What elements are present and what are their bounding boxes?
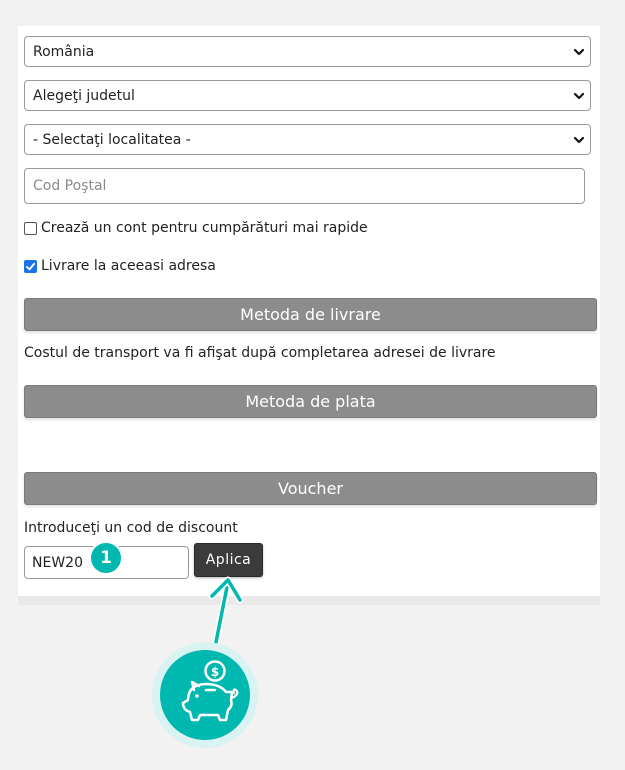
chevron-down-icon <box>573 90 585 102</box>
piggy-bank-coin-icon <box>150 640 260 750</box>
apply-voucher-button[interactable]: Aplica <box>194 543 263 577</box>
checkmark-icon <box>25 261 36 272</box>
same-address-label: Livrare la aceeasi adresa <box>41 258 216 274</box>
chevron-down-icon <box>573 46 585 58</box>
discount-code-value: NEW20 <box>32 554 83 571</box>
county-select[interactable] <box>24 80 591 111</box>
payment-method-title: Metoda de plata <box>245 392 376 411</box>
shipping-method-header[interactable] <box>24 298 597 331</box>
create-account-checkbox[interactable] <box>24 222 37 235</box>
country-select[interactable] <box>24 36 591 67</box>
shipping-method-title: Metoda de livrare <box>240 305 381 324</box>
shipping-cost-info: Costul de transport va fi afişat după completarea adresei de livrare <box>24 345 496 361</box>
same-address-option[interactable] <box>24 258 216 274</box>
voucher-header[interactable] <box>24 472 597 505</box>
locality-select-value: - Selectaţi localitatea - <box>33 131 191 148</box>
chevron-down-icon <box>573 134 585 146</box>
create-account-label: Crează un cont pentru cumpărături mai rapide <box>41 220 368 236</box>
panel-footer <box>18 596 600 605</box>
country-select-value: România <box>33 43 95 60</box>
locality-select[interactable] <box>24 124 591 155</box>
voucher-prompt: Introduceţi un cod de discount <box>24 520 238 536</box>
postal-code-placeholder: Cod Poştal <box>33 178 107 194</box>
svg-text:$: $ <box>210 665 220 679</box>
postal-code-input[interactable] <box>24 168 585 204</box>
create-account-option[interactable] <box>24 220 368 236</box>
same-address-checkbox[interactable] <box>24 260 37 273</box>
payment-method-header[interactable] <box>24 385 597 418</box>
county-select-value: Alegeţi judetul <box>33 87 135 104</box>
step-badge: 1 <box>89 541 123 575</box>
voucher-title: Voucher <box>278 479 343 498</box>
